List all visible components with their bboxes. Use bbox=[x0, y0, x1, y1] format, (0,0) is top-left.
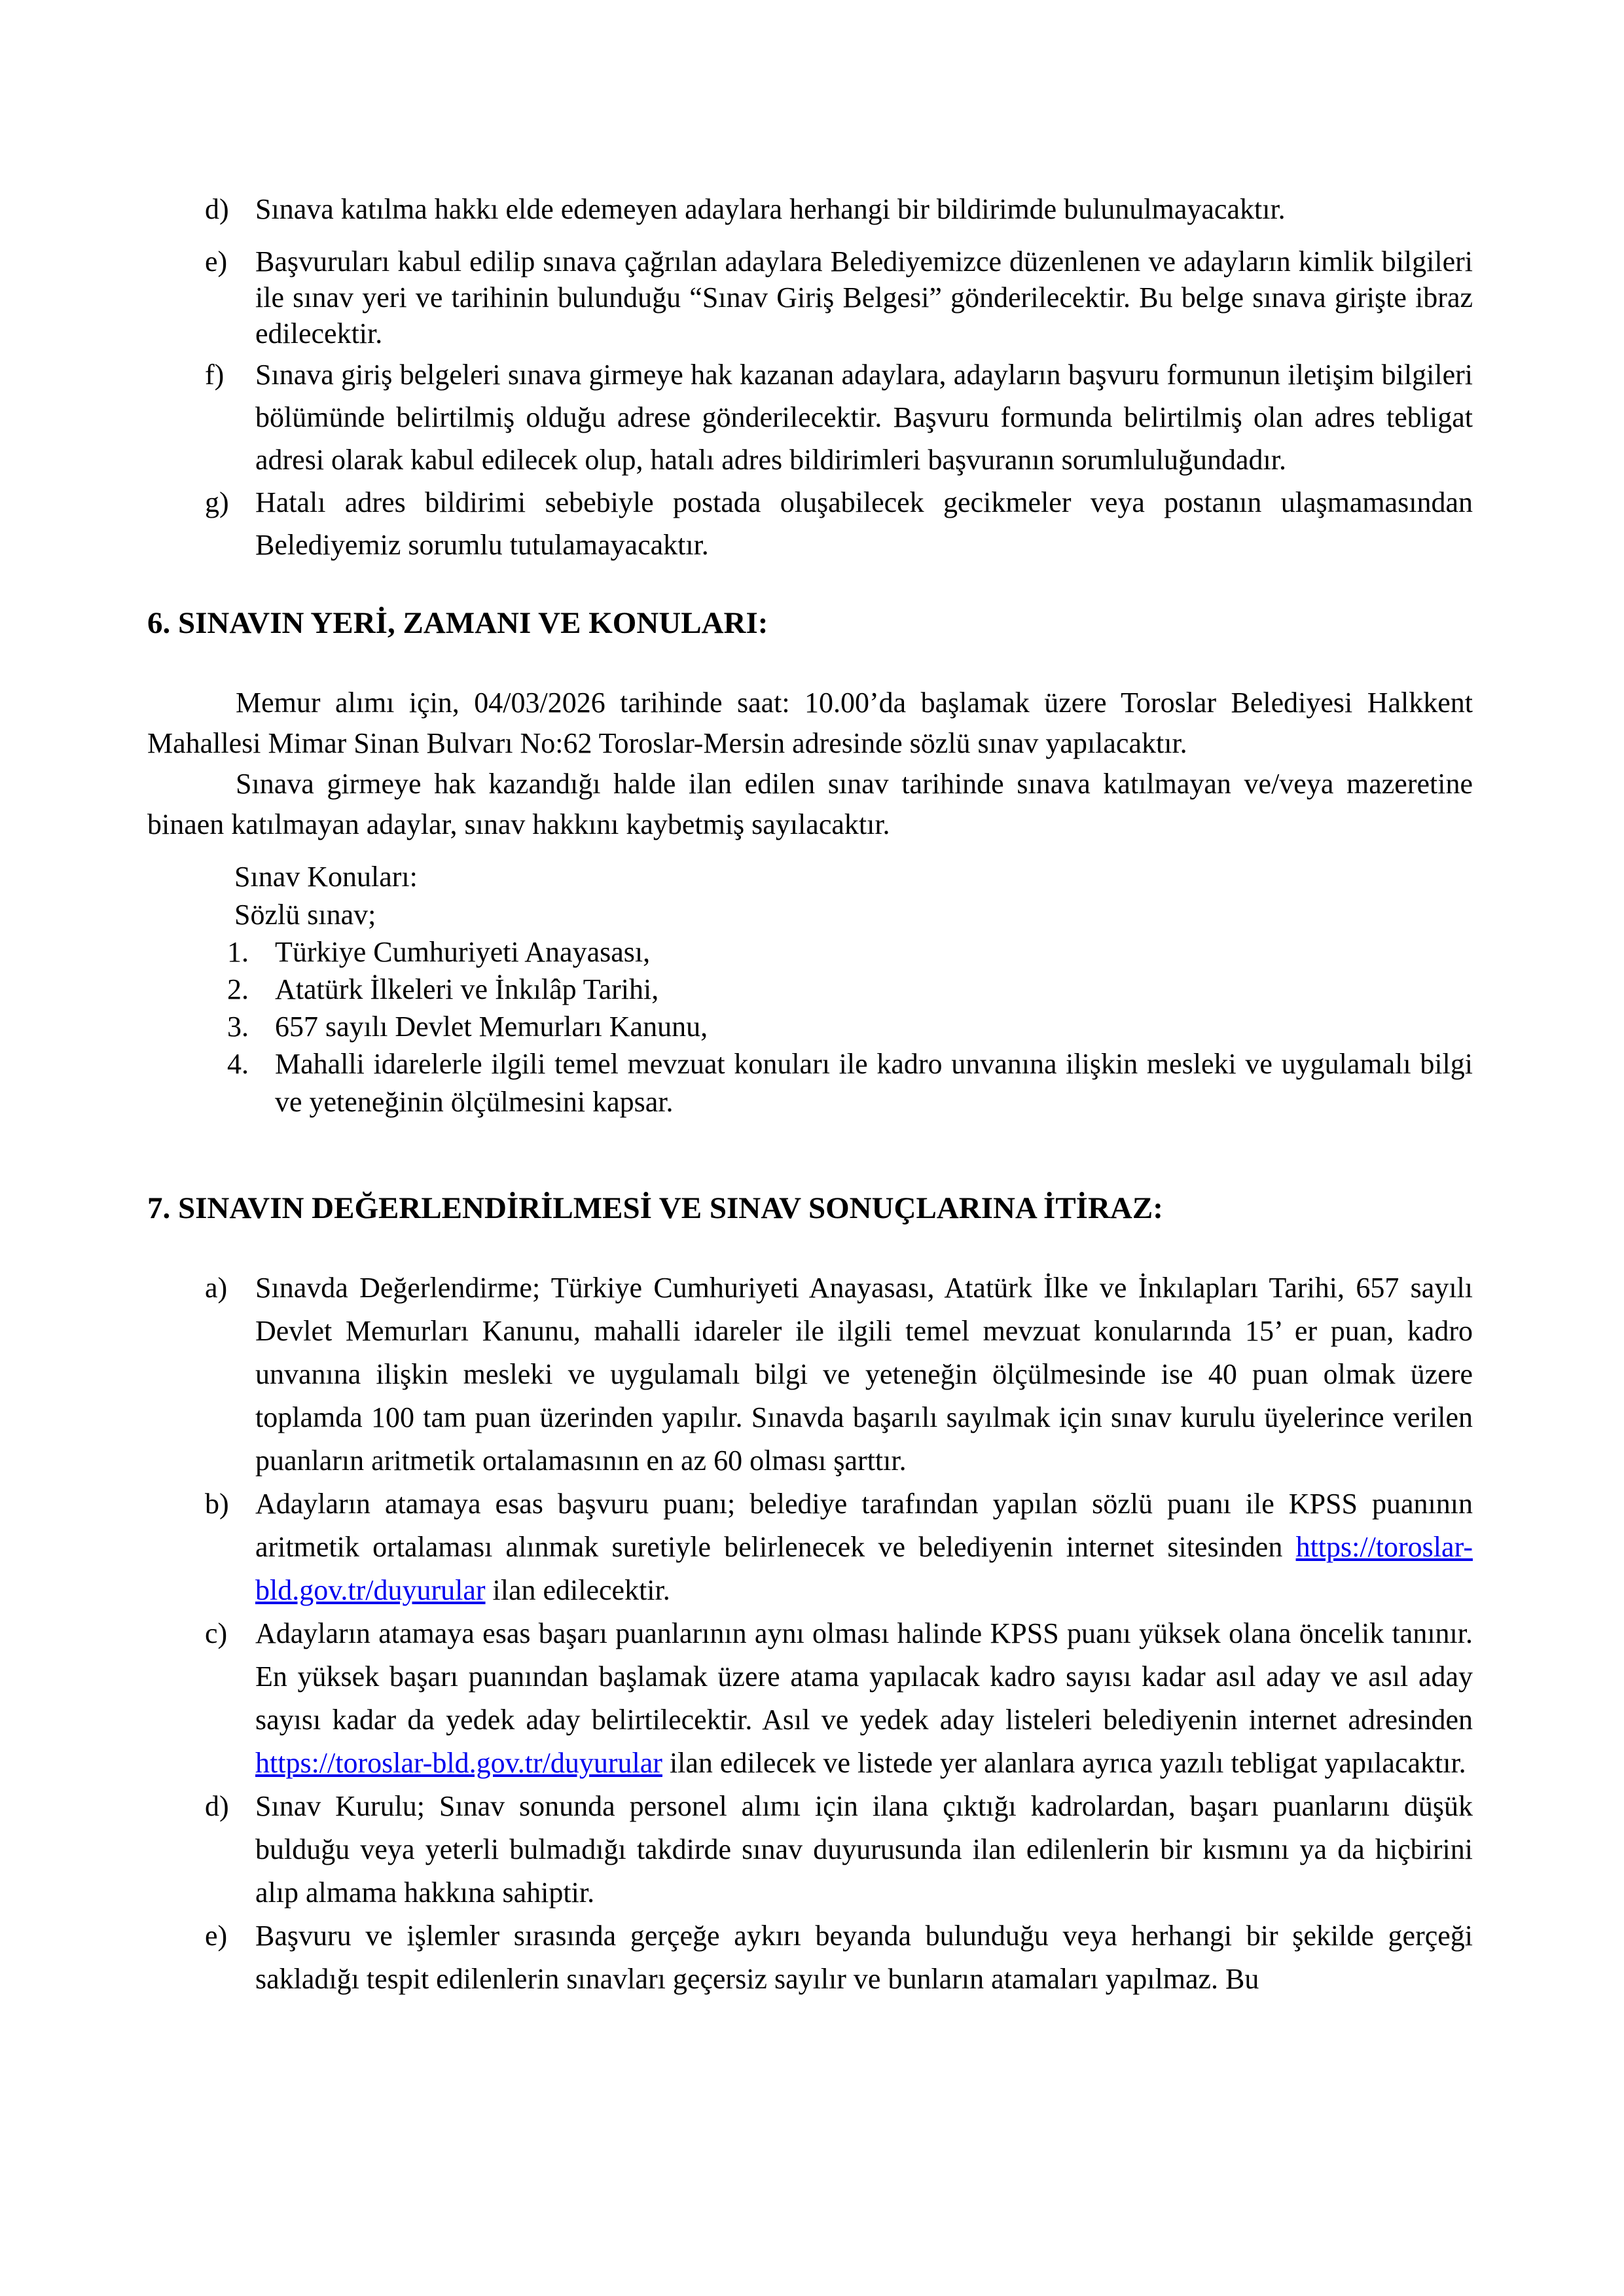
list-item-label: e) bbox=[205, 1920, 228, 1952]
list-item-text: Sınavda Değerlendirme; Türkiye Cumhuriyeti Anayasası, Atatürk İlke ve İnkılapları Tarihi, 657 sayılı Devlet Memurları Kanunu, mahalli idareler ile ilgili temel mevzuat konularında 15’ er puan, kadro unvanına ilişkin mesleki ve uygulamalı bilgi ve yeteneğin ölçülmesinde ise 40 puan olmak üzere toplamda 100 tam puan üzerinden yapılır. Sınavda başarılı sayılmak için sınav kurulu üyelerince verilen puanların aritmetik ortalamasının en az 60 olması şarttır. bbox=[255, 1272, 1473, 1477]
exam-topics-list bbox=[147, 933, 1473, 1121]
topic-number: 4. bbox=[227, 1048, 249, 1081]
list-item-label: b) bbox=[205, 1488, 229, 1520]
list-item-d2 bbox=[147, 1785, 1473, 1914]
topic-item-4 bbox=[147, 1045, 1473, 1120]
topic-text: Mahalli idarelerle ilgili temel mevzuat konuları ile kadro unvanına ilişkin mesleki ve uygulamalı bilgi ve yeteneğinin ölçülmesini kapsar. bbox=[275, 1048, 1473, 1118]
list-item-text: Sınava katılma hakkı elde edemeyen adaylara herhangi bir bildirimde bulunulmayacaktır. bbox=[255, 193, 1286, 225]
announcements-link[interactable]: https://toroslar-bld.gov.tr/duyurular bbox=[255, 1747, 662, 1780]
list-item-label: a) bbox=[205, 1272, 228, 1304]
list-item-text: Adayların atamaya esas başarı puanlarının aynı olması halinde KPSS puanı yüksek olana öncelik tanınır. En yüksek başarı puanından başlamak üzere atama yapılacak kadro sayısı kadar asıl aday ve asıl aday sayısı kadar da yedek aday belirtilecektir. Asıl ve yedek aday listeleri belediyenin internet adresinden bbox=[255, 1617, 1473, 1736]
list-item-e bbox=[147, 243, 1473, 351]
section6-paragraph-2: Sınava girmeye hak kazandığı halde ilan edilen sınav tarihinde sınava katılmayan ve/veya mazeretine binaen katılmayan adaylar, sınav hakkını kaybetmiş sayılacaktır. bbox=[147, 768, 1473, 841]
exam-topics-subheading: Sınav Konuları: bbox=[234, 861, 418, 893]
list-item-text: Başvuru ve işlemler sırasında gerçeğe aykırı beyanda bulunduğu veya herhangi bir şekilde gerçeği sakladığı tespit edilenlerin sınavları geçersiz sayılır ve bunların atamaları yapılmaz. Bu bbox=[255, 1920, 1473, 1996]
list-item-label: d) bbox=[205, 193, 229, 225]
section7-list bbox=[147, 1266, 1473, 2001]
oral-exam-subheading: Sözlü sınav; bbox=[234, 898, 376, 931]
list-item-c bbox=[147, 1612, 1473, 1785]
list-item-f bbox=[147, 353, 1473, 481]
list-item-b bbox=[147, 1482, 1473, 1612]
list-item-text: Adayların atamaya esas başvuru puanı; belediye tarafından yapılan sözlü puanı ile KPSS puanının aritmetik ortalaması alınmak suretiyle belirlenecek ve belediyenin internet sitesinden bbox=[255, 1488, 1473, 1564]
topic-text: Türkiye Cumhuriyeti Anayasası, bbox=[275, 935, 651, 968]
list-item-label: f) bbox=[205, 359, 225, 391]
list-item-text: ilan edilecektir. bbox=[485, 1574, 670, 1607]
topic-item-3 bbox=[147, 1008, 1473, 1045]
list-item-text: ilan edilecek ve listede yer alanlara ayrıca yazılı tebligat yapılacaktır. bbox=[662, 1747, 1466, 1780]
list-item-label: e) bbox=[205, 245, 228, 278]
topic-item-1 bbox=[147, 933, 1473, 971]
section6-paragraph-1: Memur alımı için, 04/03/2026 tarihinde saat: 10.00’da başlamak üzere Toroslar Belediyesi Halkkent Mahallesi Mimar Sinan Bulvarı No:62 Toroslar-Mersin adresinde sözlü sınav yapılacaktır. bbox=[147, 687, 1473, 760]
list-item-d bbox=[147, 191, 1473, 227]
topic-number: 2. bbox=[227, 973, 249, 1005]
list-item-label: c) bbox=[205, 1617, 228, 1650]
intro-list bbox=[147, 191, 1473, 567]
topic-number: 1. bbox=[227, 935, 249, 968]
list-item-label: d) bbox=[205, 1790, 229, 1823]
list-item-a bbox=[147, 1266, 1473, 1482]
section7-heading: 7. SINAVIN DEĞERLENDİRİLMESİ VE SINAV SONUÇLARINA İTİRAZ: bbox=[147, 1191, 1163, 1225]
list-item-text: Hatalı adres bildirimi sebebiyle postada oluşabilecek gecikmeler veya postanın ulaşmamasından Belediyemiz sorumlu tutulamayacaktır. bbox=[255, 486, 1473, 562]
list-item-text: Başvuruları kabul edilip sınava çağrılan adaylara Belediyemizce düzenlenen ve adayların kimlik bilgileri ile sınav yeri ve tarihinin bulunduğu “Sınav Giriş Belgesi” gönderilecektir. Bu belge sınava girişte ibraz edilecektir. bbox=[255, 245, 1473, 350]
topic-item-2 bbox=[147, 971, 1473, 1008]
list-item-text: Sınava giriş belgeleri sınava girmeye hak kazanan adaylara, adayların başvuru formunun iletişim bilgileri bölümünde belirtilmiş olduğu adrese gönderilecektir. Başvuru formunda belirtilmiş olan adres tebligat adresi olarak kabul edilecek olup, hatalı adres bildirimleri başvuranın sorumluluğundadır. bbox=[255, 359, 1473, 476]
list-item-label: g) bbox=[205, 486, 229, 519]
topic-number: 3. bbox=[227, 1011, 249, 1043]
section6-heading: 6. SINAVIN YERİ, ZAMANI VE KONULARI: bbox=[147, 605, 768, 640]
list-item-e2 bbox=[147, 1914, 1473, 2001]
list-item-g bbox=[147, 481, 1473, 566]
topic-text: Atatürk İlkeleri ve İnkılâp Tarihi, bbox=[275, 973, 659, 1005]
list-item-text: Sınav Kurulu; Sınav sonunda personel alımı için ilana çıktığı kadrolardan, başarı puanlarını düşük bulduğu veya yeterli bulmadığı takdirde sınav duyurusunda ilan edilenlerin bir kısmını ya da hiçbirini alıp almama hakkına sahiptir. bbox=[255, 1790, 1473, 1909]
topic-text: 657 sayılı Devlet Memurları Kanunu, bbox=[275, 1011, 708, 1043]
announcements-link[interactable]: https://toroslar-bld.gov.tr/duyurular bbox=[255, 1531, 1473, 1607]
